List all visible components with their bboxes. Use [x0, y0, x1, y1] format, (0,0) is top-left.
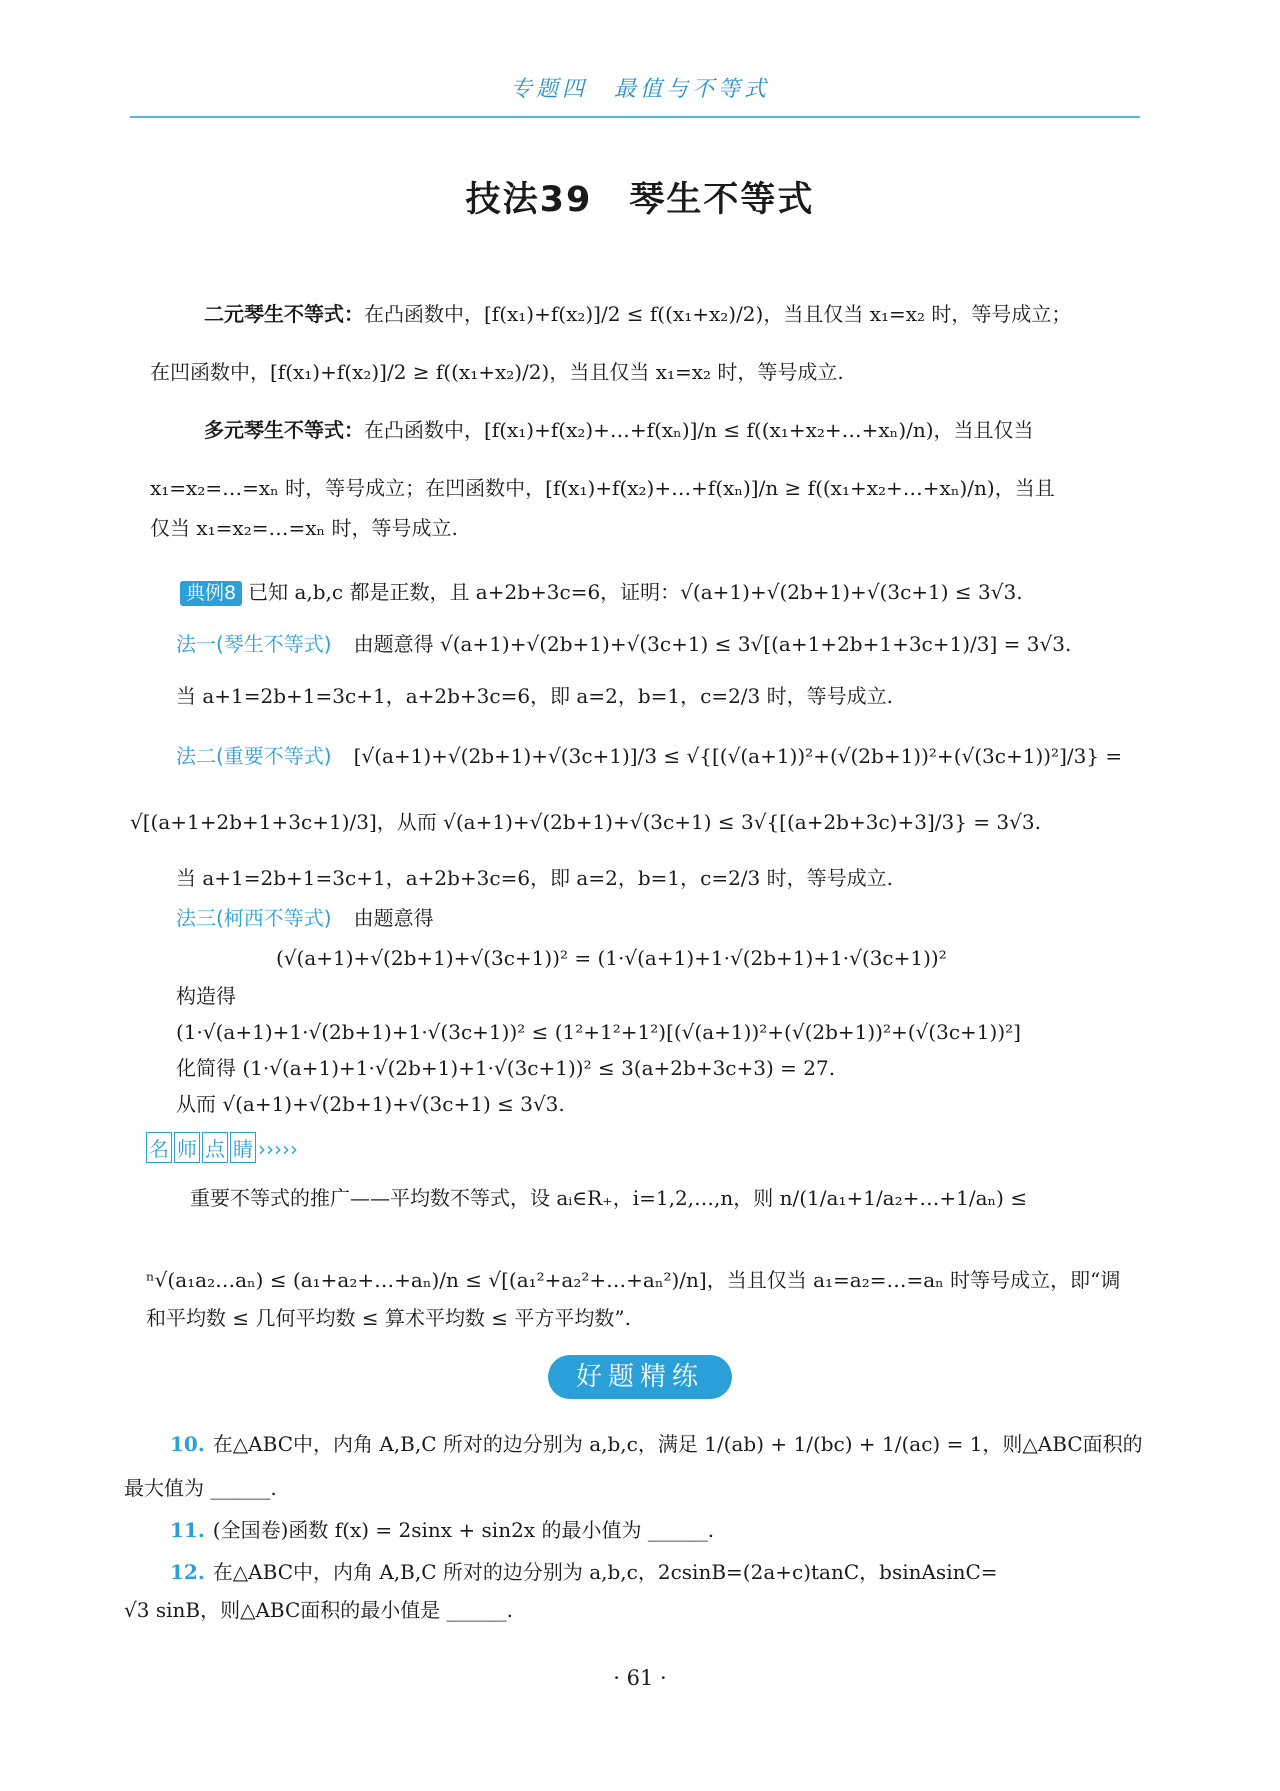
intro-multi-label: 多元琴生不等式：	[204, 418, 364, 442]
tip-char-2: 师	[174, 1132, 200, 1163]
page-title: 技法39 琴生不等式	[465, 180, 815, 220]
tip-char-4: 睛	[230, 1132, 256, 1163]
example-text: 已知 a,b,c 都是正数，且 a+2b+3c=6，证明：√(a+1)+√(2b+1)+√(3c+1) ≤ 3√3.	[248, 580, 1023, 604]
method-3-simplify: 化简得 (1·√(a+1)+1·√(2b+1)+1·√(3c+1))² ≤ 3(a+2b+3c+3) = 27.	[176, 1056, 836, 1080]
tip-char-3: 点	[202, 1132, 228, 1163]
tip-line-1: 重要不等式的推广——平均数不等式，设 aᵢ∈R₊，i=1,2,…,n，则 n/(1/a₁+1/a₂+…+1/aₙ) ≤	[190, 1186, 1028, 1210]
method-1-label: 法一(琴生不等式)	[176, 632, 332, 656]
chapter-header: 专题四 最值与不等式	[509, 77, 770, 102]
method-2-line-2: √[(a+1+2b+1+3c+1)/3]，从而 √(a+1)+√(2b+1)+√(3c+1) ≤ 3√{[(a+2b+3c)+3]/3} = 3√3.	[130, 810, 1041, 834]
problem-12-text: 在△ABC中，内角 A,B,C 所对的边分别为 a,b,c，2csinB=(2a+c)tanC，bsinAsinC=	[212, 1560, 998, 1584]
problem-12-number: 12.	[170, 1560, 205, 1584]
intro-line-3	[204, 418, 1034, 442]
problem-10	[170, 1432, 1143, 1456]
method-3-cauchy: (1·√(a+1)+1·√(2b+1)+1·√(3c+1))² ≤ (1²+1²+1²)[(√(a+1))²+(√(2b+1))²+(√(3c+1))²]	[176, 1020, 1021, 1044]
problem-11-number: 11.	[170, 1518, 205, 1542]
problem-11-text: (全国卷)函数 f(x) = 2sinx + sin2x 的最小值为 ______.	[212, 1518, 715, 1542]
method-3-identity: (√(a+1)+√(2b+1)+√(3c+1))² = (1·√(a+1)+1·√(2b+1)+1·√(3c+1))²	[276, 946, 947, 970]
method-3-line	[176, 906, 434, 930]
intro-binary-text: 在凸函数中，[f(x₁)+f(x₂)]/2 ≤ f((x₁+x₂)/2)，当且仅当 x₁=x₂ 时，等号成立；	[364, 302, 1072, 326]
intro-line-1	[204, 302, 1071, 326]
problem-11	[170, 1518, 714, 1542]
method-2-equality: 当 a+1=2b+1=3c+1，a+2b+3c=6，即 a=2，b=1，c=2/3 时，等号成立.	[176, 866, 893, 890]
intro-multi-text: 在凸函数中，[f(x₁)+f(x₂)+…+f(xₙ)]/n ≤ f((x₁+x₂+…+xₙ)/n)，当且仅当	[364, 418, 1034, 442]
problem-10-line-2: 最大值为 ______.	[124, 1476, 277, 1500]
tip-line-3: 和平均数 ≤ 几何平均数 ≤ 算术平均数 ≤ 平方平均数”.	[146, 1306, 631, 1330]
method-2-line-1	[176, 744, 1122, 768]
method-1-line	[176, 632, 1071, 656]
problem-10-number: 10.	[170, 1432, 205, 1456]
method-1-equality: 当 a+1=2b+1=3c+1，a+2b+3c=6，即 a=2，b=1，c=2/3 时，等号成立.	[176, 684, 893, 708]
method-3-intro: 由题意得	[353, 906, 434, 930]
method-2-text-1: [√(a+1)+√(2b+1)+√(3c+1)]/3 ≤ √{[(√(a+1))²+(√(2b+1))²+(√(3c+1))²]/3} =	[353, 744, 1123, 768]
method-3-conclusion: 从而 √(a+1)+√(2b+1)+√(3c+1) ≤ 3√3.	[176, 1092, 565, 1116]
intro-line-4: x₁=x₂=…=xₙ 时，等号成立；在凹函数中，[f(x₁)+f(x₂)+…+f(xₙ)]/n ≥ f((x₁+x₂+…+xₙ)/n)，当且	[150, 476, 1055, 500]
problem-10-text: 在△ABC中，内角 A,B,C 所对的边分别为 a,b,c，满足 1/(ab) + 1/(bc) + 1/(ac) = 1，则△ABC面积的	[212, 1432, 1143, 1456]
example-tag: 典例8	[180, 581, 242, 606]
intro-line-2: 在凹函数中，[f(x₁)+f(x₂)]/2 ≥ f((x₁+x₂)/2)，当且仅当 x₁=x₂ 时，等号成立.	[150, 360, 844, 384]
method-1-text: 由题意得 √(a+1)+√(2b+1)+√(3c+1) ≤ 3√[(a+1+2b+1+3c+1)/3] = 3√3.	[353, 632, 1072, 656]
teacher-tip-badge	[146, 1132, 298, 1163]
tip-char-1: 名	[146, 1132, 172, 1163]
problem-12-line-2: √3 sinB，则△ABC面积的最小值是 ______.	[124, 1598, 513, 1622]
tip-arrows: ›››››	[258, 1137, 298, 1161]
method-3-label: 法三(柯西不等式)	[176, 906, 332, 930]
problem-12	[170, 1560, 998, 1584]
method-3-construct: 构造得	[176, 984, 236, 1008]
header-divider	[130, 116, 1140, 118]
intro-line-5: 仅当 x₁=x₂=…=xₙ 时，等号成立.	[150, 516, 458, 540]
page-number: · 61 ·	[613, 1666, 667, 1690]
example-statement	[180, 580, 1023, 606]
method-2-label: 法二(重要不等式)	[176, 744, 332, 768]
intro-binary-label: 二元琴生不等式：	[204, 302, 364, 326]
tip-line-2: ⁿ√(a₁a₂…aₙ) ≤ (a₁+a₂+…+aₙ)/n ≤ √[(a₁²+a₂²+…+aₙ²)/n]，当且仅当 a₁=a₂=…=aₙ 时等号成立，即“调	[146, 1268, 1121, 1292]
practice-section-badge: 好题精练	[548, 1355, 732, 1399]
